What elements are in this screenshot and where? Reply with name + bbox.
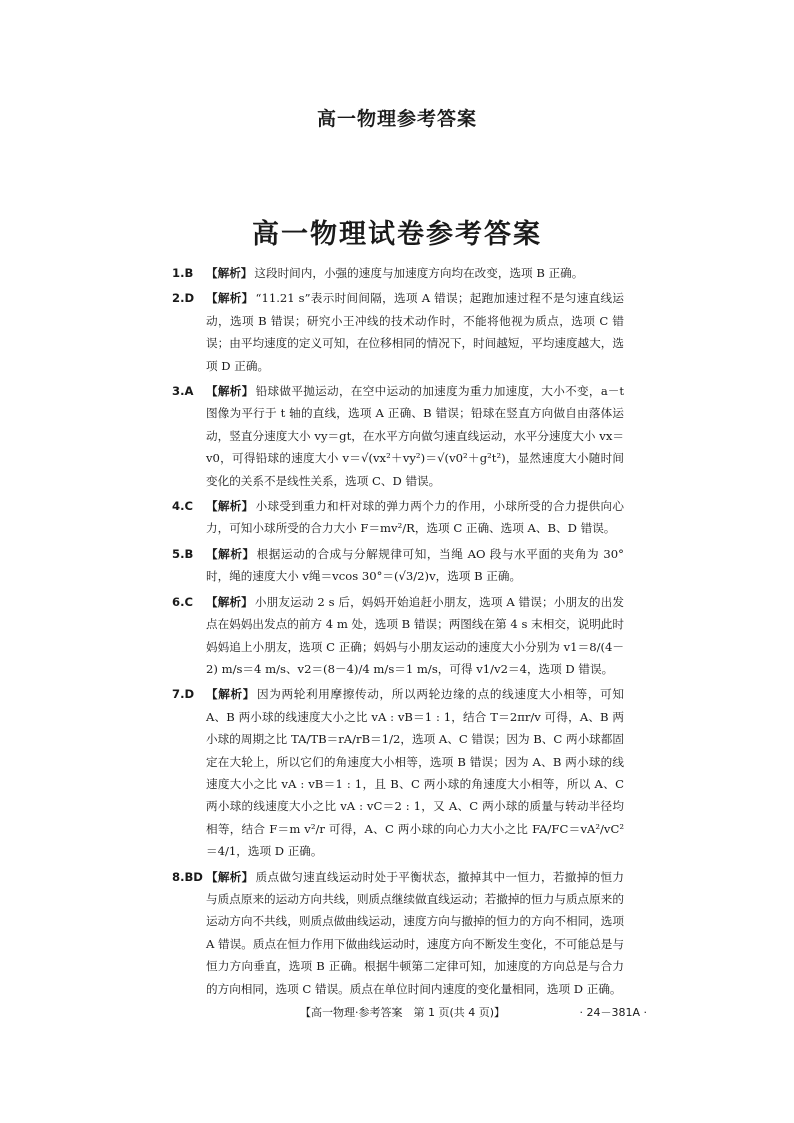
answer-text: 这段时间内，小强的速度与加速度方向均在改变，选项 B 正确。: [254, 266, 584, 280]
answer-number: 5.B: [172, 546, 194, 561]
answer-number: 8.BD: [172, 869, 203, 884]
answer-text: 质点做匀速直线运动时处于平衡状态，撤掉其中一恒力，若撤掉的恒力与质点原来的运动方向共线，则质点继续做直线运动；若撤掉的恒力与质点原来的运动方向不共线，则质点做曲线运动，速度方向与撤掉的恒力的方向不相同，选项 A 错误。质点在恒力作用下做曲线运动时，速度方向不断发生变化，不可能总是与恒力方向垂直，选项 B 正确。根据牛顿第二定律可知，加速度的方向总是与合力的方向相同，选项 C 错误。质点在单位时间内速度的变化量相同，选项 D 正确。: [206, 869, 624, 996]
answer-number: 7.D: [172, 687, 195, 702]
footer-code: · 24－381A ·: [579, 1006, 647, 1019]
answer-item-8: [172, 866, 624, 1000]
answer-number: 3.A: [172, 384, 194, 399]
answer-item-6: [172, 591, 624, 681]
analysis-tag: 【解析】: [206, 546, 255, 561]
answer-text: 小球受到重力和杆对球的弹力两个力的作用，小球所受的合力提供向心力，可知小球所受的合力大小 F＝mv²/R，选项 C 正确、选项 A、B、D 错误。: [206, 499, 624, 536]
analysis-tag: 【解析】: [206, 291, 254, 306]
answer-item-3: [172, 380, 624, 492]
answer-list: [172, 262, 624, 1003]
answer-text: “11.21 s”表示时间间隔，选项 A 错误；起跑加速过程不是匀速直线运动，选项 B 错误；研究小王冲线的技术动作时，不能将他视为质点，选项 C 错误；由平均速度的定义可知，在位移相同的情况下，时间越短，平均速度越大，选项 D 正确。: [206, 291, 624, 373]
answer-text: 铅球做平抛运动，在空中运动的加速度为重力加速度，大小不变，a－t 图像为平行于 t 轴的直线，选项 A 正确、B 错误；铅球在竖直方向做自由落体运动，竖直分速度大小 vy＝gt，在水平方向做匀速直线运动，水平分速度大小 vx＝v0，可得铅球的速度大小 v＝√(vx²＋vy²)＝√(v0²＋g²t²)，显然速度大小随时间变化的关系不是线性关系，选项 C、D 错误。: [206, 384, 624, 488]
analysis-tag: 【解析】: [206, 266, 253, 280]
answer-item-7: [172, 683, 624, 862]
footer-page-info: 【高一物理·参考答案 第 1 页(共 4 页)】: [300, 1006, 506, 1019]
answer-item-2: [172, 287, 624, 377]
answer-number: 1.B: [172, 266, 194, 280]
answer-item-1: [172, 262, 624, 284]
answer-text: 小朋友运动 2 s 后，妈妈开始追赶小朋友，选项 A 错误；小朋友的出发点在妈妈出发点的前方 4 m 处，选项 B 错误；两图线在第 4 s 末相交，说明此时妈妈追上小朋友，选项 C 正确；妈妈与小朋友运动的速度大小分别为 v1＝8/(4－2) m/s＝4 m/s、v2＝(8－4)/4 m/s＝1 m/s，可得 v1/v2＝4，选项 D 错误。: [206, 594, 624, 676]
analysis-tag: 【解析】: [206, 869, 254, 884]
answer-text: 根据运动的合成与分解规律可知，当绳 AO 段与水平面的夹角为 30°时，绳的速度大小 v绳＝vcos 30°＝(√3/2)v，选项 B 正确。: [206, 546, 624, 584]
answer-item-4: [172, 495, 624, 540]
analysis-tag: 【解析】: [206, 499, 254, 514]
page-header-title: 高一物理参考答案: [316, 108, 477, 130]
analysis-tag: 【解析】: [206, 384, 254, 399]
analysis-tag: 【解析】: [206, 594, 253, 609]
answer-number: 4.C: [172, 499, 193, 514]
answer-text: 因为两轮利用摩擦传动，所以两轮边缘的点的线速度大小相等，可知 A、B 两小球的线速度大小之比 vA : vB＝1 : 1，结合 T＝2πr/v 可得，A、B 两小球的周期之比 TA/TB＝rA/rB＝1/2，选项 A、C 错误；因为 B、C 两小球都固定在大轮上，所以它们的角速度大小相等，选项 B 错误；因为 A、B 两小球的线速度大小之比 vA : vB＝1 : 1，且 B、C 两小球的角速度大小相等，所以 A、C 两小球的线速度大小之比 vA : vC＝2 : 1，又 A、C 两小球的质量与转动半径均相等，结合 F＝m v²/r 可得，A、C 两小球的向心力大小之比 FA/FC＝vA²/vC²＝4/1，选项 D 正确。: [206, 687, 624, 859]
answer-number: 6.C: [172, 594, 193, 609]
answer-item-5: [172, 543, 624, 588]
answer-number: 2.D: [172, 291, 195, 306]
document-title: 高一物理试卷参考答案: [252, 219, 542, 250]
analysis-tag: 【解析】: [206, 687, 256, 702]
